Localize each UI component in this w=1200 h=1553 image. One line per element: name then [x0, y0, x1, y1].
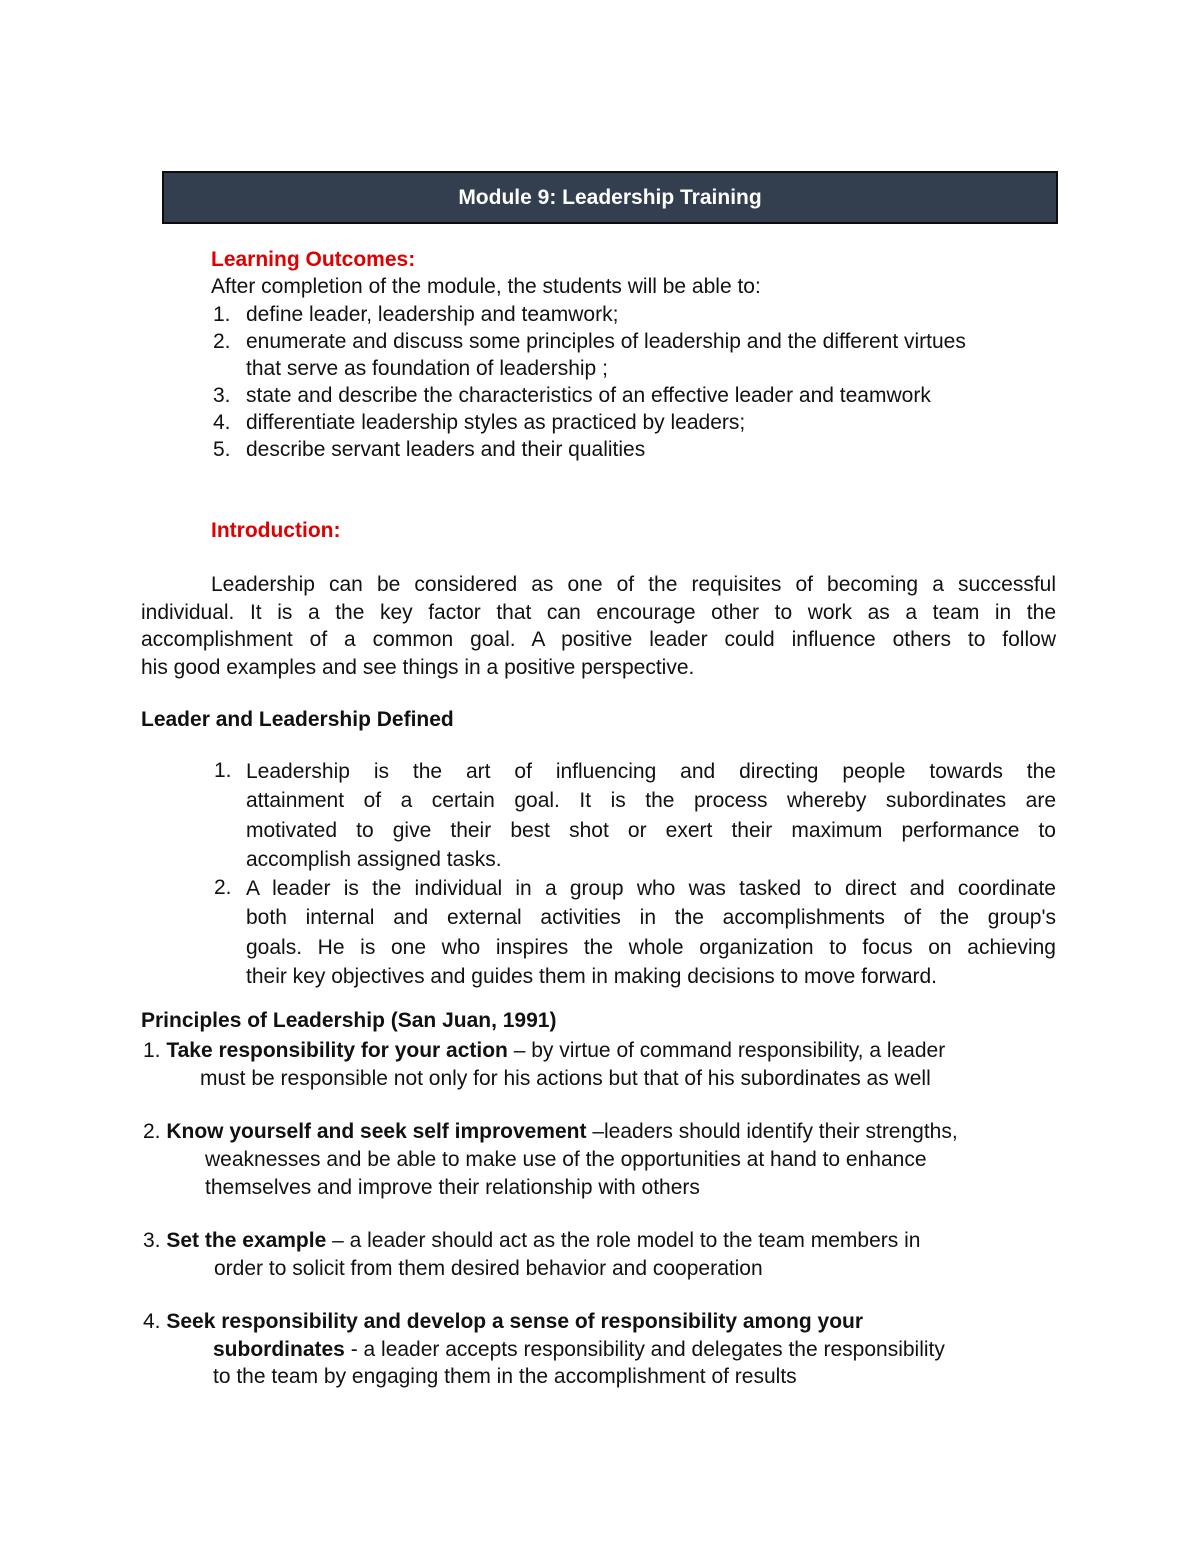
outcome-item: define leader, leadership and teamwork; [246, 303, 619, 326]
defined-item [246, 874, 1056, 991]
intro-line: individual. It is a the key factor that can encourage other to work as a team in the [141, 600, 1056, 624]
outcome-num: 1. [213, 303, 231, 326]
principle-num: 1. [143, 1039, 161, 1062]
intro-line: his good examples and see things in a positive perspective. [141, 655, 695, 679]
principle-title-cont: subordinates [213, 1338, 345, 1361]
principle-num: 2. [143, 1120, 161, 1143]
learning-outcomes-heading: Learning Outcomes: [211, 248, 416, 271]
defined-line: goals. He is one who inspires the whole organization to focus on achieving [246, 935, 1056, 959]
module-title-banner [162, 171, 1058, 224]
outcome-num: 5. [213, 438, 231, 461]
outcome-item: enumerate and discuss some principles of leadership and the different virtues [246, 330, 966, 353]
defined-line: accomplish assigned tasks. [246, 847, 502, 871]
outcome-item: describe servant leaders and their qualities [246, 438, 646, 461]
defined-line: attainment of a certain goal. It is the process whereby subordinates are [246, 789, 1056, 813]
outcomes-intro: After completion of the module, the students will be able to: [211, 275, 761, 298]
intro-line: Leadership can be considered as one of the requisites of becoming a successful [211, 573, 1056, 596]
principles-heading: Principles of Leadership (San Juan, 1991) [141, 1009, 557, 1032]
principle-desc: –leaders should identify their strengths, [586, 1120, 958, 1143]
intro-line: accomplishment of a common goal. A positive leader could influence others to follow [141, 628, 1056, 651]
outcome-item: differentiate leadership styles as practiced by leaders; [246, 411, 746, 434]
principle-num: 4. [143, 1310, 161, 1333]
defined-item [246, 757, 1056, 874]
outcome-num: 4. [213, 411, 231, 434]
outcome-item: state and describe the characteristics of an effective leader and teamwork [246, 384, 931, 407]
principle-cont: must be responsible not only for his actions but that of his subordinates as well [200, 1067, 931, 1090]
outcome-num: 2. [213, 330, 231, 353]
introduction-heading: Introduction: [211, 519, 341, 542]
defined-line: Leadership is the art of influencing and directing people towards the [246, 760, 1056, 783]
defined-line: both internal and external activities in the accomplishments of the group's [246, 906, 1056, 930]
defined-line: A leader is the individual in a group who was tasked to direct and coordinate [246, 877, 1056, 900]
principle-desc: – by virtue of command responsibility, a leader [507, 1039, 946, 1062]
module-title: Module 9: Leadership Training [458, 185, 762, 209]
introduction-paragraph [141, 571, 1056, 681]
principle-item [143, 1038, 945, 1064]
principle-title: Know yourself and seek self improvement [166, 1120, 587, 1143]
outcome-item-cont: that serve as foundation of leadership ; [246, 357, 608, 380]
defined-num: 2. [214, 876, 232, 899]
principle-item [143, 1309, 863, 1335]
principle-item [143, 1119, 958, 1145]
defined-line: their key objectives and guides them in making decisions to move forward. [246, 964, 938, 988]
defined-line: motivated to give their best shot or exert their maximum performance to [246, 818, 1056, 842]
principle-title: Seek responsibility and develop a sense of responsibility among your [166, 1310, 864, 1333]
defined-num: 1. [214, 759, 232, 782]
principle-item-line2 [213, 1337, 945, 1363]
principle-num: 3. [143, 1229, 161, 1252]
principle-cont: themselves and improve their relationship with others [205, 1176, 700, 1199]
principle-desc: - a leader accepts responsibility and delegates the responsibility [344, 1338, 945, 1361]
principle-item [143, 1228, 920, 1254]
principle-desc: – a leader should act as the role model to the team members in [326, 1229, 921, 1252]
principle-title: Take responsibility for your action [166, 1039, 508, 1062]
outcome-num: 3. [213, 384, 231, 407]
principle-cont: weaknesses and be able to make use of the opportunities at hand to enhance [205, 1148, 927, 1171]
principle-title: Set the example [166, 1229, 327, 1252]
defined-heading: Leader and Leadership Defined [141, 708, 454, 731]
principle-cont: order to solicit from them desired behavior and cooperation [214, 1257, 763, 1280]
principle-cont: to the team by engaging them in the accomplishment of results [213, 1365, 797, 1388]
